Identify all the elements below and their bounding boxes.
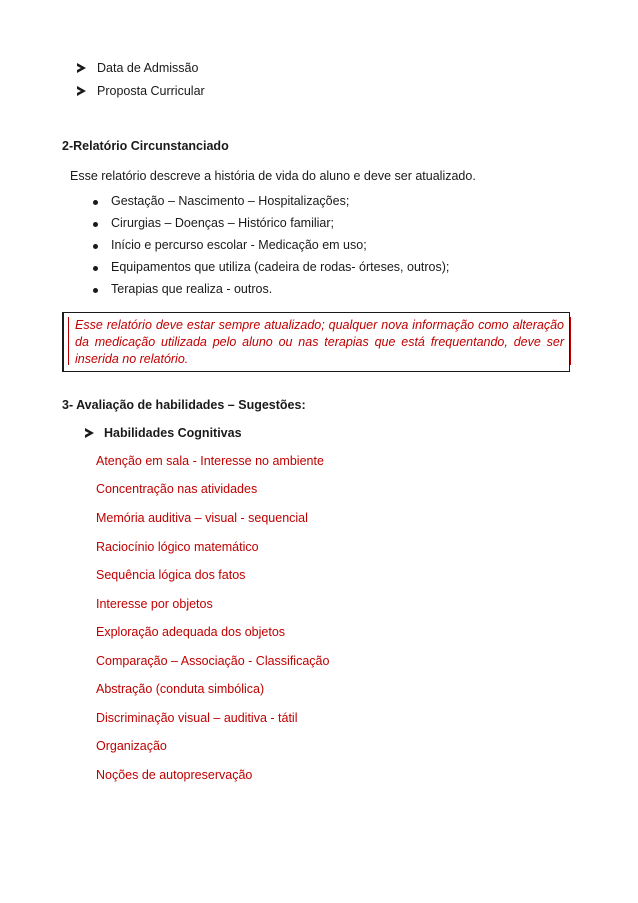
list-item: Início e percurso escolar - Medicação em uso;: [111, 238, 367, 252]
list-item: Equipamentos que utiliza (cadeira de rodas- órteses, outros);: [111, 260, 450, 274]
section-heading: 2-Relatório Circunstanciado: [62, 139, 229, 153]
arrow-bullet-icon: [77, 63, 86, 73]
arrow-bullet-icon: [77, 86, 86, 96]
list-item: Proposta Curricular: [97, 84, 205, 98]
skill-item: Discriminação visual – auditiva - tátil: [96, 711, 298, 725]
skill-item: Abstração (conduta simbólica): [96, 682, 265, 696]
section-heading: 3- Avaliação de habilidades – Sugestões:: [62, 398, 306, 412]
skill-item: Organização: [96, 739, 167, 753]
note-box: [62, 312, 570, 372]
arrow-bullet-icon: [85, 428, 94, 438]
skill-item: Atenção em sala - Interesse no ambiente: [96, 454, 324, 468]
bullet-dot-icon: [93, 244, 98, 249]
list-item: Terapias que realiza - outros.: [111, 282, 273, 296]
skill-item: Sequência lógica dos fatos: [96, 568, 246, 582]
bullet-dot-icon: [93, 266, 98, 271]
subsection-heading: Habilidades Cognitivas: [104, 426, 242, 440]
bullet-dot-icon: [93, 288, 98, 293]
list-item: Data de Admissão: [97, 61, 199, 75]
bullet-dot-icon: [93, 222, 98, 227]
skill-item: Raciocínio lógico matemático: [96, 540, 259, 554]
skill-item: Interesse por objetos: [96, 597, 213, 611]
note-inner: [68, 317, 571, 365]
skill-item: Memória auditiva – visual - sequencial: [96, 511, 308, 525]
skill-item: Exploração adequada dos objetos: [96, 625, 286, 639]
list-item: Gestação – Nascimento – Hospitalizações;: [111, 194, 350, 208]
skill-item: Concentração nas atividades: [96, 482, 258, 496]
note-text: Esse relatório deve estar sempre atualizado; qualquer nova informação como alteração da medicação utilizada pelo aluno ou nas terapias que está frequentando, deve ser inserida no relatório.: [75, 318, 564, 366]
section-intro: Esse relatório descreve a história de vida do aluno e deve ser atualizado.: [70, 169, 476, 183]
bullet-dot-icon: [93, 200, 98, 205]
skill-item: Comparação – Associação - Classificação: [96, 654, 330, 668]
skill-item: Noções de autopreservação: [96, 768, 253, 782]
list-item: Cirurgias – Doenças – Histórico familiar;: [111, 216, 334, 230]
